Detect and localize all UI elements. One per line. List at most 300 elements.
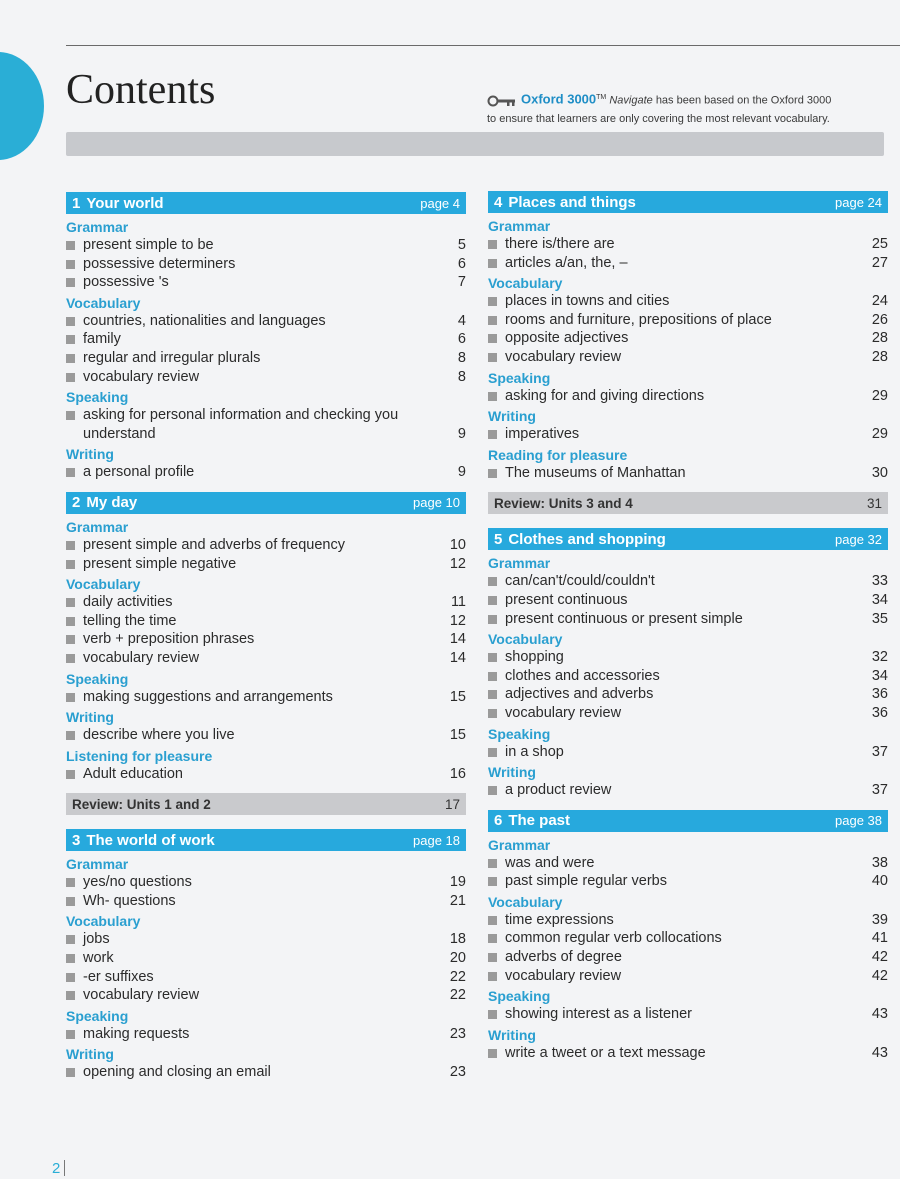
- unit-header[interactable]: [66, 829, 466, 851]
- contents-entry[interactable]: [488, 591, 888, 610]
- bullet-square: [488, 653, 497, 662]
- entry-text: imperatives: [505, 426, 580, 443]
- entry-page: 28: [871, 330, 888, 347]
- entry-page: 14: [449, 649, 466, 666]
- header-grey-bar: [66, 132, 884, 156]
- section-title: Speaking: [488, 988, 551, 1005]
- entry-text: asking for personal information and checking you understand: [83, 407, 399, 442]
- bullet-square: [488, 353, 497, 362]
- entry-text-wrap: [488, 854, 594, 873]
- contents-entry[interactable]: [488, 292, 888, 311]
- entry-text-wrap: [66, 273, 169, 292]
- review-label: Review: Units 1 and 2: [72, 796, 211, 812]
- contents-entry[interactable]: [66, 312, 466, 331]
- contents-entry[interactable]: [66, 1063, 466, 1082]
- entry-text: present simple negative: [83, 555, 237, 572]
- bullet-square: [488, 1010, 497, 1019]
- unit-title: Clothes and shopping: [508, 530, 666, 548]
- unit-page: page 18: [413, 832, 460, 848]
- bullet-square: [488, 934, 497, 943]
- entry-page: 22: [449, 968, 466, 985]
- unit-title: The world of work: [86, 831, 215, 849]
- entry-text: was and were: [505, 854, 595, 871]
- unit-block: [488, 810, 888, 1063]
- bullet-square: [66, 1030, 75, 1039]
- unit-heading: [494, 531, 666, 548]
- unit-title: The past: [508, 812, 571, 830]
- contents-entry[interactable]: [488, 948, 888, 967]
- bullet-square: [488, 259, 497, 268]
- contents-entry[interactable]: [66, 892, 466, 911]
- page-number-text: 2: [52, 1160, 61, 1177]
- entry-text: places in towns and cities: [505, 293, 670, 310]
- oxford-brand: Oxford 3000: [521, 91, 597, 107]
- bullet-square: [488, 596, 497, 605]
- contents-entry[interactable]: [66, 463, 466, 482]
- contents-entry[interactable]: [488, 311, 888, 330]
- entry-page: 29: [871, 426, 888, 443]
- entry-text-wrap: [66, 330, 121, 349]
- section-title: Grammar: [66, 856, 129, 873]
- oxford-line-1-text: has been based on the Oxford 3000: [655, 94, 832, 107]
- entry-text-wrap: [66, 765, 183, 784]
- entry-text-wrap: [66, 406, 439, 443]
- entry-text-wrap: [488, 667, 660, 686]
- contents-entry[interactable]: [488, 648, 888, 667]
- entry-text: shopping: [505, 649, 564, 666]
- entry-text-wrap: [66, 236, 214, 255]
- bullet-square: [488, 877, 497, 886]
- contents-entry[interactable]: [488, 464, 888, 483]
- review-page: 31: [866, 495, 882, 511]
- unit-page: page 4: [420, 195, 460, 211]
- entry-text: opening and closing an email: [83, 1064, 271, 1081]
- bullet-square: [488, 953, 497, 962]
- entry-text: vocabulary review: [83, 649, 200, 666]
- contents-entry[interactable]: [66, 765, 466, 784]
- contents-entry[interactable]: [66, 649, 466, 668]
- entry-text-wrap: [488, 704, 621, 723]
- entry-page: 9: [457, 425, 466, 442]
- entry-page: 12: [449, 555, 466, 572]
- bullet-square: [488, 577, 497, 586]
- oxford-line-2: to ensure that learners are only covering the most relevant vocabulary.: [487, 112, 830, 125]
- entry-page: 7: [457, 274, 466, 291]
- contents-entry[interactable]: [488, 235, 888, 254]
- contents-entry[interactable]: [66, 593, 466, 612]
- contents-entry[interactable]: [488, 781, 888, 800]
- entry-page: 23: [449, 1025, 466, 1042]
- contents-entry[interactable]: [488, 387, 888, 406]
- bullet-square: [66, 1068, 75, 1077]
- page-number-divider: [64, 1160, 65, 1176]
- unit-header[interactable]: [488, 191, 888, 213]
- entry-text: present continuous or present simple: [505, 610, 743, 627]
- contents-entry[interactable]: [66, 726, 466, 745]
- bullet-square: [66, 954, 75, 963]
- bullet-square: [66, 598, 75, 607]
- entry-page: 6: [457, 255, 466, 272]
- bullet-square: [488, 316, 497, 325]
- section-title: Vocabulary: [66, 294, 141, 311]
- unit-page: page 38: [835, 813, 882, 829]
- section-title: Vocabulary: [66, 576, 141, 593]
- unit-title: Your world: [86, 194, 164, 212]
- contents-entry[interactable]: [488, 425, 888, 444]
- entry-page: 29: [871, 387, 888, 404]
- contents-entry[interactable]: [488, 911, 888, 930]
- unit-block: [488, 191, 888, 482]
- navigate-word: Navigate: [609, 94, 653, 107]
- entry-text-wrap: [66, 593, 172, 612]
- contents-entry[interactable]: [66, 930, 466, 949]
- entry-text: showing interest as a listener: [505, 1006, 692, 1023]
- bullet-square: [66, 897, 75, 906]
- section-title: Grammar: [488, 836, 551, 853]
- entry-page: 22: [449, 987, 466, 1004]
- contents-entry[interactable]: [66, 273, 466, 292]
- entry-text-wrap: [488, 872, 667, 891]
- bullet-square: [66, 878, 75, 887]
- section-title: Vocabulary: [488, 893, 563, 910]
- section-title: Writing: [66, 709, 114, 726]
- entry-text-wrap: [66, 949, 114, 968]
- entry-text-wrap: [66, 255, 235, 274]
- section-title: Writing: [66, 1046, 114, 1063]
- entry-text: The museums of Manhattan: [505, 464, 686, 481]
- entry-text: vocabulary review: [83, 368, 200, 385]
- entry-text: vocabulary review: [505, 967, 622, 984]
- bullet-square: [66, 260, 75, 269]
- unit-number: 3: [72, 831, 81, 849]
- contents-entry[interactable]: [488, 572, 888, 591]
- entry-text-wrap: [488, 929, 722, 948]
- section-title: Grammar: [488, 555, 551, 572]
- entry-text-wrap: [66, 726, 235, 745]
- bullet-square: [66, 654, 75, 663]
- entry-text: vocabulary review: [83, 987, 200, 1004]
- entry-text-wrap: [488, 610, 743, 629]
- entry-text-wrap: [66, 930, 110, 949]
- entry-page: 28: [871, 348, 888, 365]
- entry-text: family: [83, 331, 121, 348]
- bullet-square: [66, 541, 75, 550]
- bullet-square: [66, 935, 75, 944]
- entry-text: vocabulary review: [505, 348, 622, 365]
- entry-text: common regular verb collocations: [505, 930, 722, 947]
- entry-text: jobs: [83, 931, 110, 948]
- section-title: Reading for pleasure: [488, 446, 628, 463]
- bullet-square: [66, 617, 75, 626]
- entry-text-wrap: [488, 743, 564, 762]
- blue-tab-decoration: [0, 52, 44, 160]
- unit-block: [66, 192, 466, 482]
- contents-entry[interactable]: [488, 872, 888, 891]
- bullet-square: [488, 392, 497, 401]
- entry-text: adjectives and adverbs: [505, 686, 654, 703]
- entry-page: 36: [871, 686, 888, 703]
- entry-text: a product review: [505, 782, 612, 799]
- bullet-square: [66, 335, 75, 344]
- contents-entry[interactable]: [488, 610, 888, 629]
- entry-text-wrap: [488, 387, 704, 406]
- entry-text-wrap: [488, 781, 611, 800]
- bullet-square: [66, 278, 75, 287]
- contents-entry[interactable]: [66, 255, 466, 274]
- entry-text: work: [83, 950, 114, 967]
- entry-page: 43: [871, 1044, 888, 1061]
- entry-page: 12: [449, 612, 466, 629]
- section-title: Speaking: [488, 725, 551, 742]
- bullet-square: [66, 468, 75, 477]
- bullet-square: [66, 635, 75, 644]
- unit-number: 1: [72, 194, 81, 212]
- bullet-square: [66, 991, 75, 1000]
- contents-entry[interactable]: [488, 667, 888, 686]
- bullet-square: [66, 770, 75, 779]
- entry-text-wrap: [66, 892, 176, 911]
- bullet-square: [488, 972, 497, 981]
- entry-text: making requests: [83, 1025, 190, 1042]
- top-rule: [66, 45, 900, 46]
- entry-text: vocabulary review: [505, 704, 622, 721]
- entry-text-wrap: [488, 292, 669, 311]
- entry-page: 40: [871, 873, 888, 890]
- contents-entry[interactable]: [66, 612, 466, 631]
- bullet-square: [488, 240, 497, 249]
- entry-text-wrap: [66, 555, 236, 574]
- entry-text-wrap: [488, 1005, 692, 1024]
- entry-page: 10: [449, 536, 466, 553]
- contents-entry[interactable]: [66, 406, 466, 443]
- entry-page: 43: [871, 1006, 888, 1023]
- review-bar[interactable]: [488, 492, 888, 514]
- entry-text: adverbs of degree: [505, 949, 622, 966]
- contents-column-right: [488, 191, 888, 1072]
- section-title: Speaking: [488, 369, 551, 386]
- contents-entry[interactable]: [66, 536, 466, 555]
- bullet-square: [66, 373, 75, 382]
- entry-page: 19: [449, 874, 466, 891]
- bullet-square: [488, 690, 497, 699]
- contents-entry[interactable]: [66, 873, 466, 892]
- section-title: Listening for pleasure: [66, 747, 213, 764]
- key-icon: [487, 95, 517, 112]
- section-title: Speaking: [66, 670, 129, 687]
- entry-text: possessive determiners: [83, 255, 236, 272]
- page-title: Contents: [66, 67, 216, 113]
- entry-text: Wh- questions: [83, 892, 176, 909]
- contents-entry[interactable]: [488, 1005, 888, 1024]
- bullet-square: [66, 973, 75, 982]
- contents-entry[interactable]: [66, 986, 466, 1005]
- contents-entry[interactable]: [66, 330, 466, 349]
- section-title: Speaking: [66, 1007, 129, 1024]
- section-title: Grammar: [488, 218, 551, 234]
- entry-text: in a shop: [505, 743, 564, 760]
- entry-page: 15: [449, 727, 466, 744]
- contents-entry[interactable]: [66, 236, 466, 255]
- bullet-square: [488, 430, 497, 439]
- entry-text-wrap: [66, 968, 154, 987]
- entry-text-wrap: [488, 1044, 706, 1063]
- section-title: Vocabulary: [488, 631, 563, 648]
- contents-entry[interactable]: [66, 1025, 466, 1044]
- section-title: Writing: [66, 446, 114, 463]
- entry-text-wrap: [66, 463, 194, 482]
- contents-entry[interactable]: [488, 854, 888, 873]
- bullet-square: [488, 334, 497, 343]
- unit-block: [66, 829, 466, 1082]
- entry-text: there is/there are: [505, 236, 615, 252]
- entry-page: 33: [871, 573, 888, 590]
- entry-text: asking for and giving directions: [505, 387, 705, 404]
- bullet-square: [66, 693, 75, 702]
- contents-entry[interactable]: [66, 968, 466, 987]
- bullet-square: [66, 731, 75, 740]
- bullet-square: [488, 748, 497, 757]
- entry-text-wrap: [488, 348, 621, 367]
- entry-text: describe where you live: [83, 727, 235, 744]
- entry-text: making suggestions and arrangements: [83, 688, 333, 705]
- bullet-square: [488, 615, 497, 624]
- contents-entry[interactable]: [488, 967, 888, 986]
- entry-page: 34: [871, 667, 888, 684]
- contents-column-left: [66, 192, 466, 1092]
- unit-number: 4: [494, 193, 503, 211]
- section-title: Vocabulary: [66, 913, 141, 930]
- contents-entry[interactable]: [66, 688, 466, 707]
- entry-text-wrap: [488, 948, 622, 967]
- unit-heading: [494, 812, 570, 829]
- entry-text-wrap: [488, 311, 772, 330]
- bullet-square: [66, 411, 75, 420]
- entry-page: 34: [871, 591, 888, 608]
- entry-text: past simple regular verbs: [505, 873, 667, 890]
- entry-text-wrap: [488, 967, 621, 986]
- contents-entry[interactable]: [488, 254, 888, 273]
- contents-entry[interactable]: [488, 704, 888, 723]
- contents-entry[interactable]: [488, 685, 888, 704]
- entry-page: 32: [871, 649, 888, 666]
- entry-page: 9: [457, 464, 466, 481]
- entry-text: verb + preposition phrases: [83, 631, 255, 648]
- contents-entry[interactable]: [488, 348, 888, 367]
- entry-page: 6: [457, 331, 466, 348]
- section-title: Speaking: [66, 389, 129, 406]
- contents-entry[interactable]: [66, 368, 466, 387]
- entry-page: 42: [871, 967, 888, 984]
- entry-text-wrap: [66, 1025, 189, 1044]
- entry-text-wrap: [488, 254, 628, 273]
- section-title: Vocabulary: [488, 275, 563, 292]
- entry-text: write a tweet or a text message: [505, 1044, 706, 1061]
- unit-block: [66, 492, 466, 783]
- contents-entry[interactable]: [66, 349, 466, 368]
- entry-text-wrap: [66, 873, 192, 892]
- bullet-square: [488, 297, 497, 306]
- entry-text-wrap: [488, 464, 686, 483]
- oxford-3000-note: [487, 90, 887, 127]
- contents-entry[interactable]: [66, 555, 466, 574]
- unit-heading: [494, 194, 636, 211]
- entry-text: Adult education: [83, 765, 183, 782]
- unit-header[interactable]: [488, 528, 888, 550]
- entry-text-wrap: [66, 630, 254, 649]
- entry-page: 21: [449, 892, 466, 909]
- entry-text: present simple and adverbs of frequency: [83, 536, 345, 553]
- bullet-square: [488, 469, 497, 478]
- contents-entry[interactable]: [488, 743, 888, 762]
- entry-text: present simple to be: [83, 237, 214, 253]
- entry-page: 36: [871, 704, 888, 721]
- entry-text-wrap: [66, 1063, 271, 1082]
- bullet-square: [66, 560, 75, 569]
- unit-number: 5: [494, 530, 503, 548]
- unit-page: page 24: [835, 194, 882, 210]
- entry-page: 41: [871, 930, 888, 947]
- entry-text-wrap: [66, 986, 199, 1005]
- entry-page: 30: [871, 464, 888, 481]
- unit-header[interactable]: [66, 192, 466, 214]
- unit-page: page 10: [413, 495, 460, 511]
- bullet-square: [66, 241, 75, 250]
- contents-entry[interactable]: [66, 949, 466, 968]
- entry-text-wrap: [488, 572, 655, 591]
- unit-header[interactable]: [66, 492, 466, 514]
- entry-text-wrap: [488, 425, 579, 444]
- contents-entry[interactable]: [488, 1044, 888, 1063]
- entry-text: yes/no questions: [83, 874, 192, 891]
- unit-header[interactable]: [488, 810, 888, 832]
- entry-text-wrap: [66, 536, 345, 555]
- review-label: Review: Units 3 and 4: [494, 495, 633, 511]
- section-title: Writing: [488, 764, 536, 781]
- contents-entry[interactable]: [488, 929, 888, 948]
- entry-page: 15: [449, 688, 466, 705]
- entry-text-wrap: [66, 368, 199, 387]
- entry-text-wrap: [488, 591, 628, 610]
- entry-text: opposite adjectives: [505, 330, 629, 347]
- entry-text: present continuous: [505, 591, 628, 608]
- unit-heading: [72, 195, 164, 212]
- entry-page: 20: [449, 950, 466, 967]
- review-bar[interactable]: [66, 793, 466, 815]
- entry-text-wrap: [66, 612, 177, 631]
- bullet-square: [488, 672, 497, 681]
- contents-entry[interactable]: [488, 329, 888, 348]
- entry-text: countries, nationalities and languages: [83, 312, 326, 329]
- entry-page: 11: [450, 594, 466, 611]
- unit-title: Places and things: [508, 193, 636, 211]
- entry-text-wrap: [488, 329, 628, 348]
- section-title: Grammar: [66, 518, 129, 535]
- bullet-square: [488, 916, 497, 925]
- unit-block: [488, 528, 888, 799]
- entry-text-wrap: [488, 911, 614, 930]
- entry-page: 18: [449, 931, 466, 948]
- section-title: Writing: [488, 408, 536, 425]
- review-page: 17: [444, 796, 460, 812]
- contents-entry[interactable]: [66, 630, 466, 649]
- entry-page: 37: [871, 743, 888, 760]
- entry-text: rooms and furniture, prepositions of place: [505, 311, 772, 328]
- entry-page: 27: [871, 254, 888, 271]
- entry-text: daily activities: [83, 594, 173, 611]
- bullet-square: [488, 786, 497, 795]
- unit-heading: [72, 494, 137, 511]
- entry-page: 35: [871, 610, 888, 627]
